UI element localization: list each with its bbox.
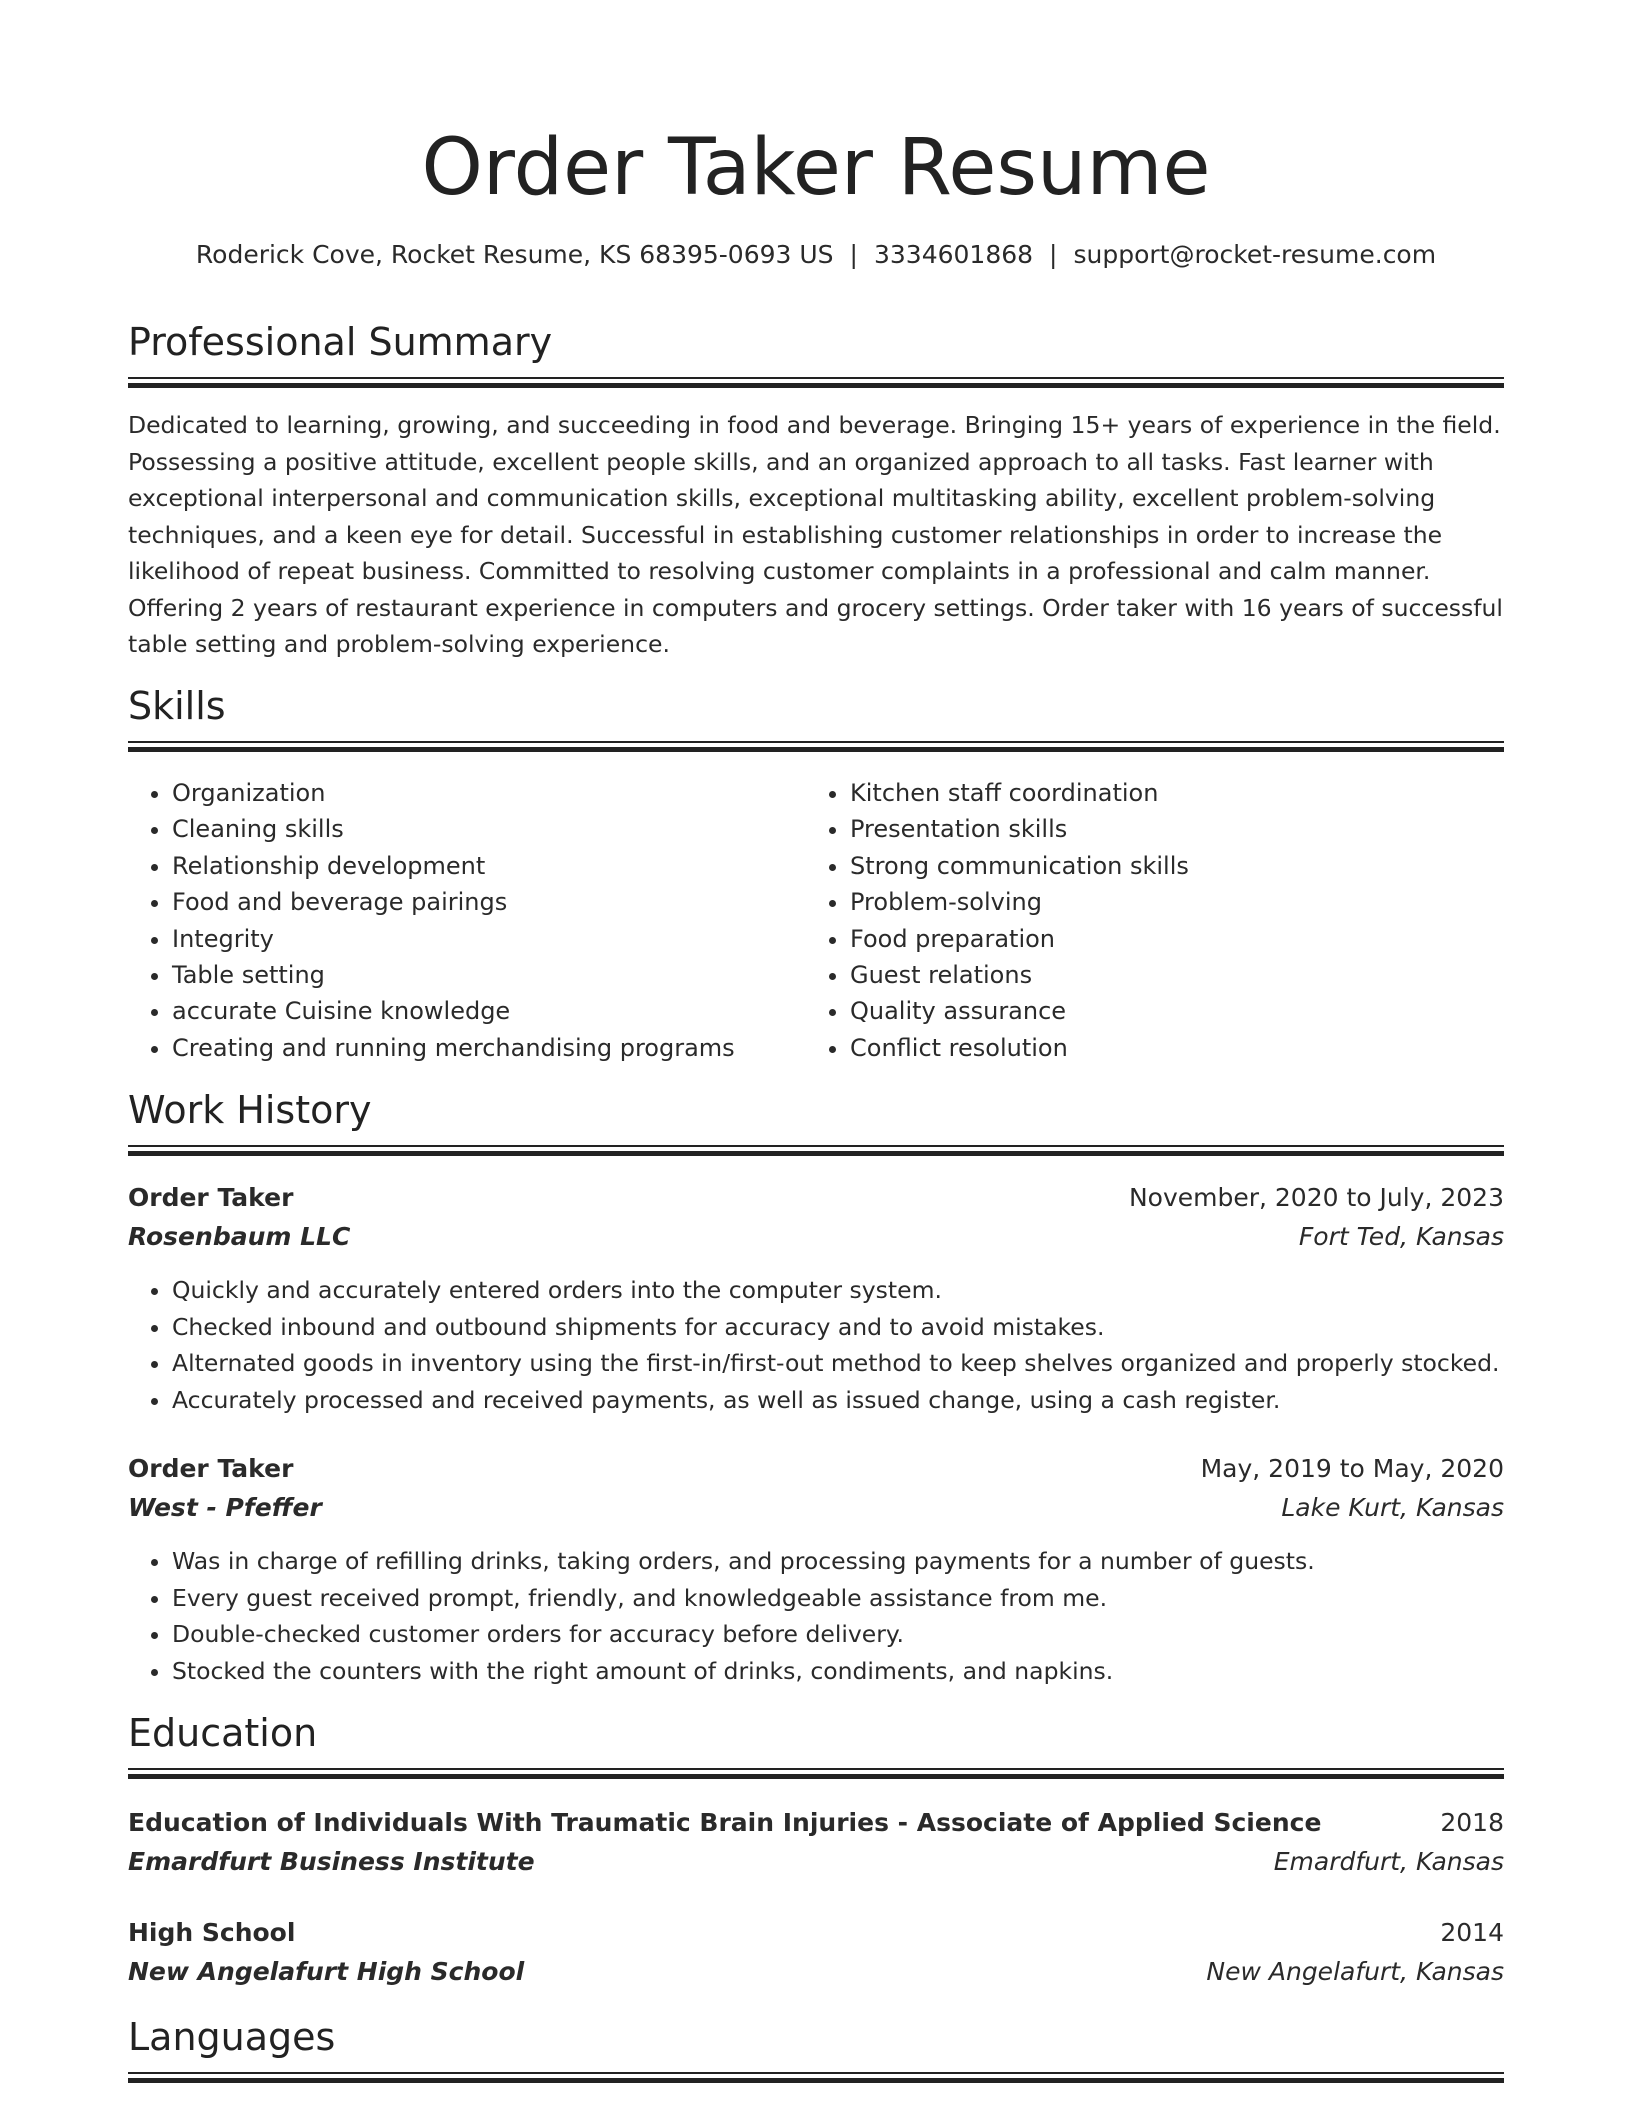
job-dates: May, 2019 to May, 2020 [1200, 1454, 1504, 1483]
summary-text: Dedicated to learning, growing, and succeeding in food and beverage. Bringing 15+ years of experience in the field. Possessing a positive attitude, excellent people skills, and an organized approach to all tasks. Fast learner with exceptional interpersonal and communication skills, exceptional multitasking ability, excellent problem-solving techniques, and a keen eye for detail. Successful in establishing customer relationships in order to increase the likelihood of repeat business. Committed to resolving customer complaints in a professional and calm manner. Offering 2 years of restaurant experience in computers and grocery settings. Order taker with 16 years of successful table setting and problem-solving experience. [128, 411, 1503, 658]
skill-item: • Conflict resolution [850, 1030, 1189, 1066]
skill-item: • Table setting [172, 957, 735, 993]
skill-item: • accurate Cuisine knowledge [172, 993, 735, 1029]
section-heading-summary: Professional Summary [128, 320, 553, 364]
job-bullet: • Checked inbound and outbound shipments for accuracy and to avoid mistakes. [172, 1309, 1504, 1346]
section-heading-education: Education [128, 1711, 318, 1755]
education-location: New Angelafurt, Kansas [1206, 1957, 1504, 1986]
skill-item: • Cleaning skills [172, 811, 735, 847]
contact-line [128, 238, 1504, 272]
job-bullet: • Accurately processed and received payments, as well as issued change, using a cash register. [172, 1382, 1504, 1419]
job-bullet: • Stocked the counters with the right amount of drinks, condiments, and napkins. [172, 1653, 1504, 1690]
skill-item: • Quality assurance [850, 993, 1189, 1029]
job-company: Rosenbaum LLC [128, 1222, 351, 1251]
job-title: Order Taker [128, 1183, 294, 1212]
resume-title: Order Taker Resume [421, 123, 1211, 213]
section-heading-work-history: Work History [128, 1088, 372, 1132]
contact-separator: | [1049, 240, 1058, 269]
education-school: Emardfurt Business Institute [128, 1847, 535, 1876]
job-location: Lake Kurt, Kansas [1281, 1493, 1504, 1522]
education-degree: High School [128, 1918, 296, 1947]
section-divider [128, 1768, 1504, 1779]
job-location: Fort Ted, Kansas [1298, 1222, 1504, 1251]
section-divider [128, 2072, 1504, 2083]
job-bullets [128, 1543, 1504, 1689]
section-divider [128, 741, 1504, 752]
education-degree: Education of Individuals With Traumatic Brain Injuries - Associate of Applied Science [128, 1808, 1322, 1837]
job-bullet: • Was in charge of refilling drinks, taking orders, and processing payments for a number of guests. [172, 1543, 1504, 1580]
section-divider [128, 1145, 1504, 1156]
job-dates: November, 2020 to July, 2023 [1128, 1183, 1504, 1212]
education-school: New Angelafurt High School [128, 1957, 525, 1986]
section-divider [128, 377, 1504, 388]
section-heading-skills: Skills [128, 684, 226, 728]
skill-item: • Relationship development [172, 848, 735, 884]
job-bullet: • Quickly and accurately entered orders into the computer system. [172, 1272, 1504, 1309]
skill-item: • Food and beverage pairings [172, 884, 735, 920]
skill-item: • Kitchen staff coordination [850, 775, 1189, 811]
education-year: 2014 [1440, 1918, 1504, 1947]
contact-email: support@rocket-resume.com [1073, 240, 1437, 269]
skill-item: • Guest relations [850, 957, 1189, 993]
job-company: West - Pfeffer [128, 1493, 322, 1522]
section-heading-languages: Languages [128, 2015, 336, 2059]
job-bullet: • Double-checked customer orders for accuracy before delivery. [172, 1616, 1504, 1653]
education-year: 2018 [1440, 1808, 1504, 1837]
skill-item: • Problem-solving [850, 884, 1189, 920]
job-bullet: • Every guest received prompt, friendly, and knowledgeable assistance from me. [172, 1580, 1504, 1617]
job-bullet: • Alternated goods in inventory using the first-in/first-out method to keep shelves organized and properly stocked. [172, 1345, 1504, 1382]
skill-item: • Food preparation [850, 921, 1189, 957]
job-bullets [128, 1272, 1504, 1418]
skills-column-right [806, 775, 1189, 1066]
skill-item: • Creating and running merchandising programs [172, 1030, 735, 1066]
contact-address: Roderick Cove, Rocket Resume, KS 68395-0693 US [195, 240, 834, 269]
skill-item: • Strong communication skills [850, 848, 1189, 884]
skill-item: • Organization [172, 775, 735, 811]
skill-item: • Integrity [172, 921, 735, 957]
contact-phone: 3334601868 [873, 240, 1034, 269]
skill-item: • Presentation skills [850, 811, 1189, 847]
skills-column-left [128, 775, 735, 1066]
education-location: Emardfurt, Kansas [1273, 1847, 1504, 1876]
job-title: Order Taker [128, 1454, 294, 1483]
contact-separator: | [849, 240, 858, 269]
